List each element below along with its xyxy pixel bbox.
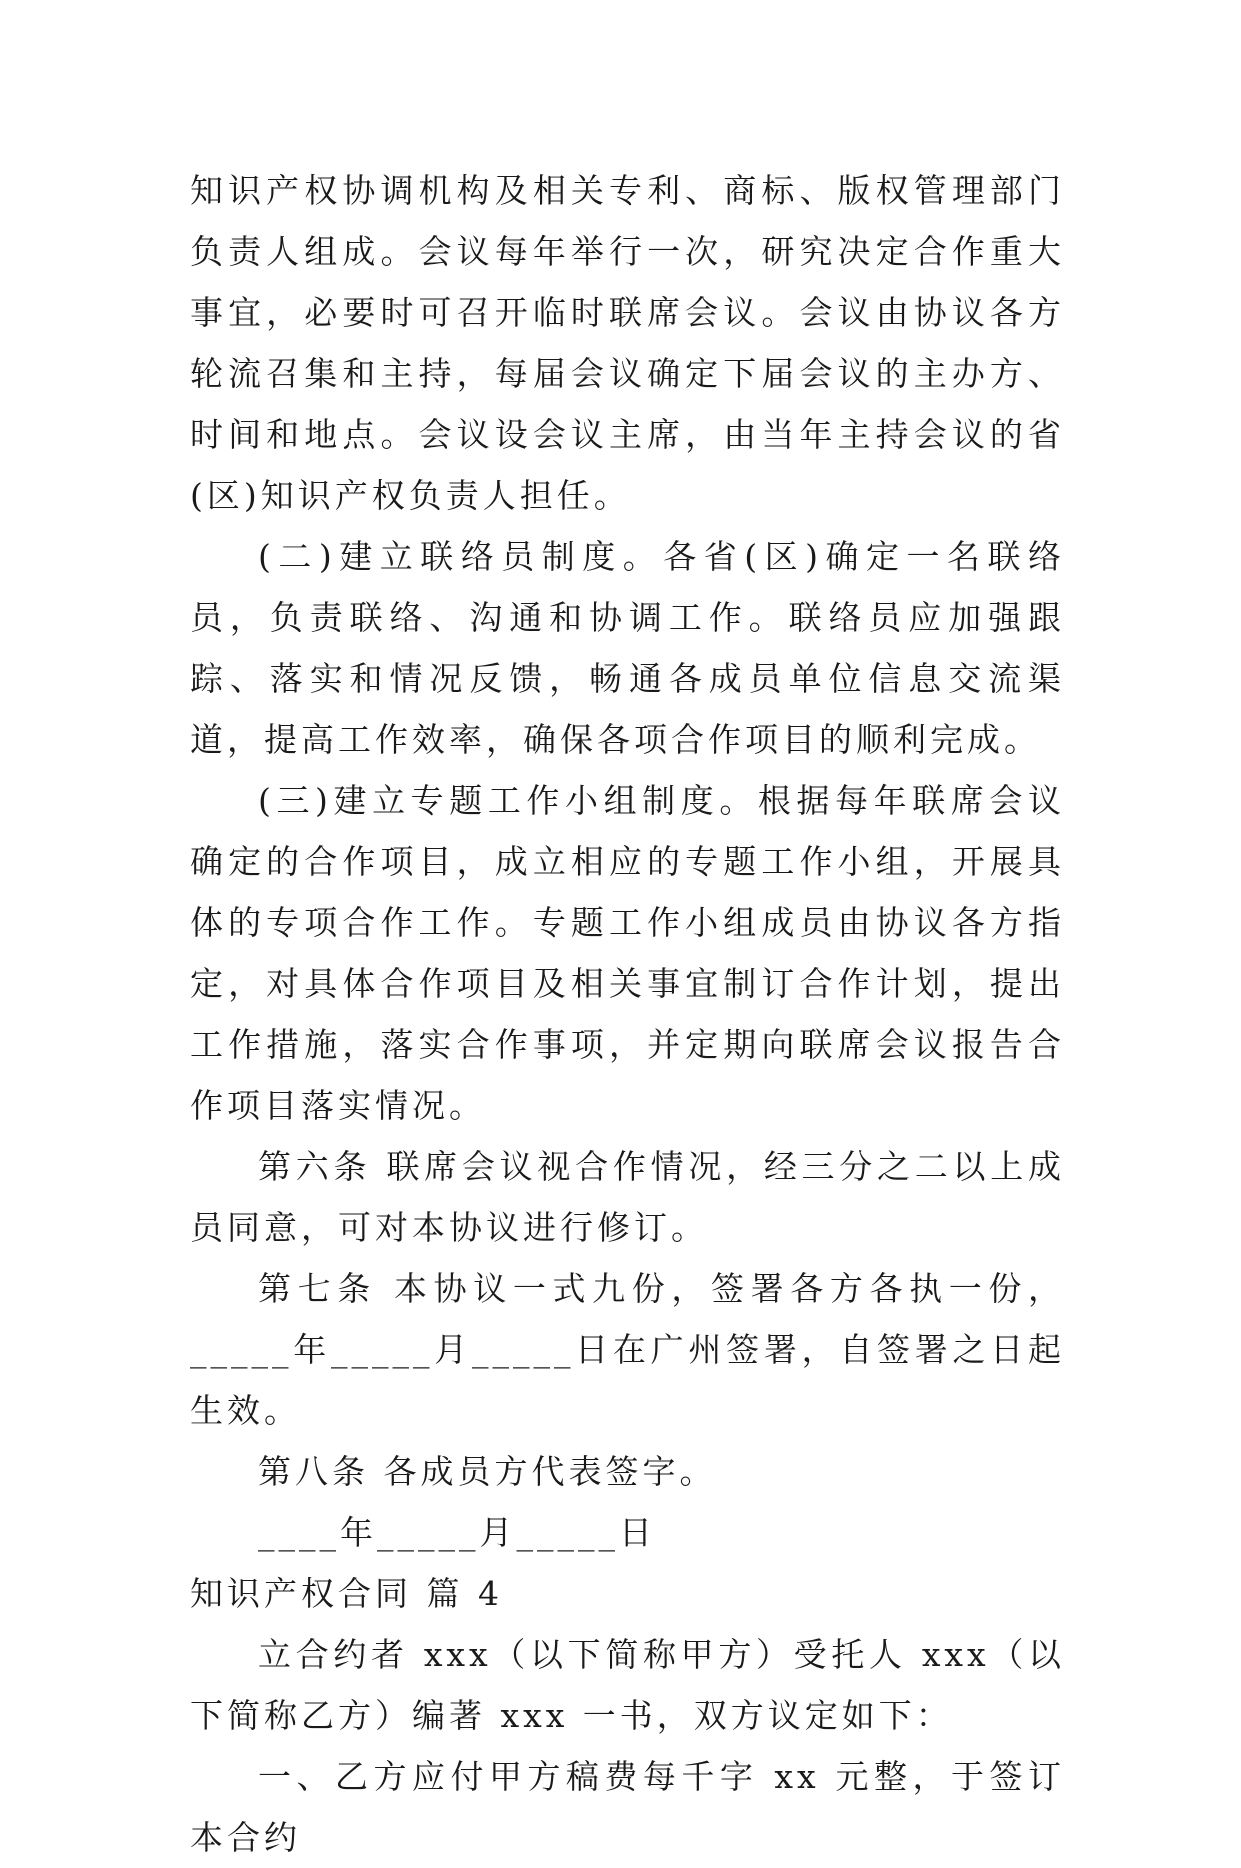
paragraph-working-group: (三)建立专题工作小组制度。根据每年联席会议确定的合作项目，成立相应的专题工作小组，开展具体的专项合作工作。专题工作小组成员由协议各方指定，对具体合作项目及相关事宜制订合作计划，提出工作措施，落实合作事项，并定期向联席会议报告合作项目落实情况。 — [190, 781, 1065, 1125]
paragraph-continuation: 知识产权协调机构及相关专利、商标、版权管理部门负责人组成。会议每年举行一次，研究决定合作重大事宜，必要时可召开临时联席会议。会议由协议各方轮流召集和主持，每届会议确定下届会议的主办方、时间和地点。会议设会议主席，由当年主持会议的省(区)知识产权负责人担任。 — [190, 171, 1065, 515]
paragraph-article-8: 第八条 各成员方代表签字。 — [258, 1452, 717, 1491]
paragraph-article-6: 第六条 联席会议视合作情况，经三分之二以上成员同意，可对本协议进行修订。 — [190, 1147, 1065, 1247]
paragraph-clause-1: 一、乙方应付甲方稿费每千字 xx 元整，于签订本合约 — [190, 1757, 1065, 1857]
paragraph-liaison-system: (二)建立联络员制度。各省(区)确定一名联络员，负责联络、沟通和协调工作。联络员应加强跟踪、落实和情况反馈，畅通各成员单位信息交流渠道，提高工作效率，确保各项合作项目的顺利完成。 — [190, 537, 1065, 759]
signature-date-line: ____年_____月_____日 — [258, 1513, 656, 1552]
document-body — [190, 160, 1065, 1868]
paragraph-contract-parties: 立合约者 xxx（以下简称甲方）受托人 xxx（以下简称乙方）编著 xxx 一书，双方议定如下： — [190, 1635, 1065, 1735]
paragraph-article-7: 第七条 本协议一式九份，签署各方各执一份，_____年_____月_____日在广州签署，自签署之日起生效。 — [190, 1269, 1065, 1430]
section-heading: 知识产权合同 篇 4 — [190, 1574, 503, 1613]
